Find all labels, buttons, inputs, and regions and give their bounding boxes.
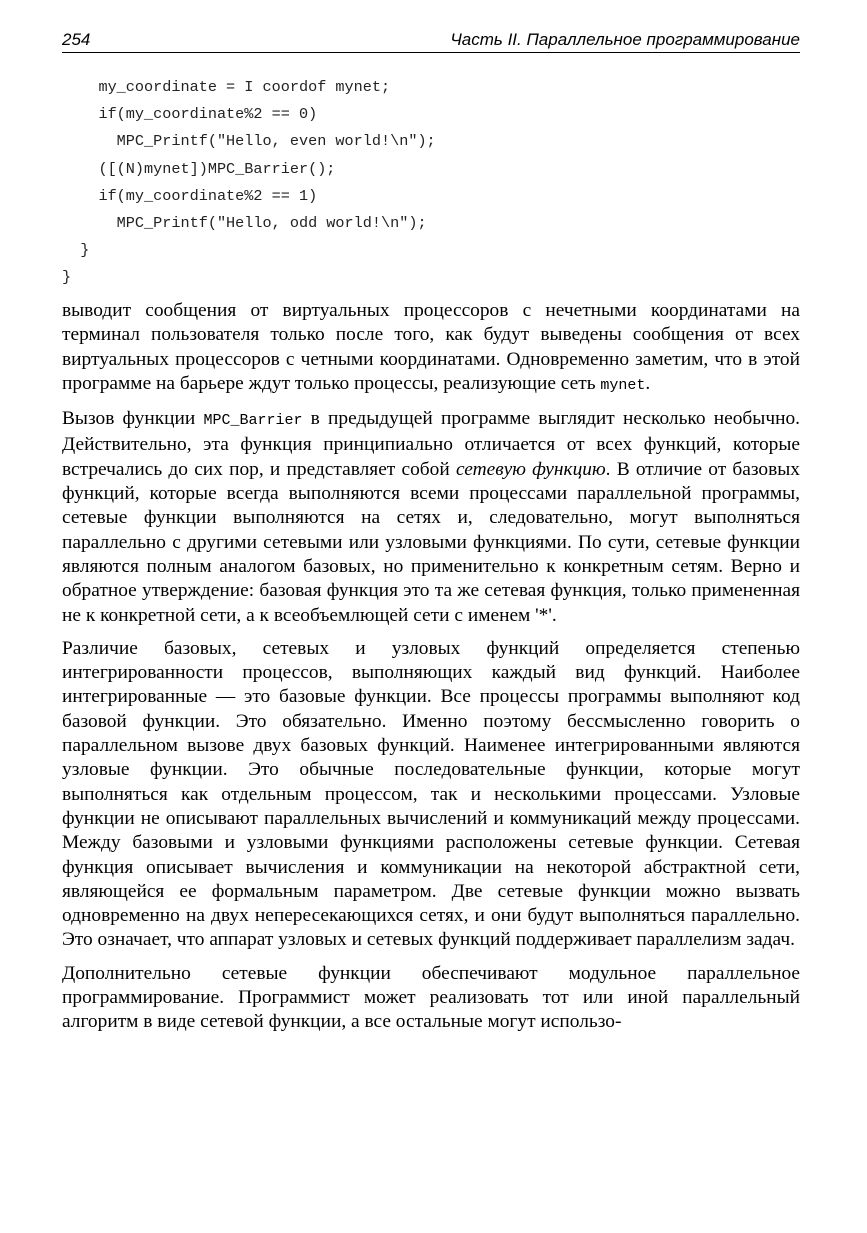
code-line: }: [62, 241, 90, 260]
code-line: if(my_coordinate%2 == 0): [62, 105, 318, 124]
emphasis-term: сетевую функцию: [455, 458, 606, 480]
paragraph-3: Различие базовых, сетевых и узловых функций определяется степенью интегрированности процессов, выполняющих каждый вид функций. Наиболее интегрированные — это базовые функции. Все процессы программы выполняют код базовой функции. Это обязательно. Именно поэтому бессмысленно говорить о параллельном вызове двух базовых функций. Наименее интегрированными являются узловые функции. Это обычные последовательные функции, которые могут выполняться как отдельным процессом, так и несколькими процессами. Узловые функции не описывают параллельных вычислений и коммуникаций между процессами. Между базовыми и узловыми функциями расположены сетевые функции. Сетевая функция описывает вычисления и коммуникации на некоторой абстрактной сети, являющейся ее формальным параметром. Две сетевые функции можно вызвать одновременно на двух непересекающихся сетях, и они будут выполняться параллельно. Это означает, что аппарат узловых и сетевых функций поддерживает параллелизм задач.: [62, 637, 800, 951]
code-listing: [62, 74, 436, 292]
code-line: if(my_coordinate%2 == 1): [62, 186, 318, 205]
code-line: MPC_Printf("Hello, odd world!\n");: [62, 214, 427, 233]
running-title: Часть II. Параллельное программирование: [450, 30, 800, 49]
paragraph-4: Дополнительно сетевые функции обеспечивают модульное параллельное программирование. Программист может реализовать тот или иной параллельный алгоритм в виде сетевой функции, а все остальные могут использо-: [62, 962, 800, 1033]
code-line: }: [62, 268, 72, 287]
paragraph-1: выводит сообщения от виртуальных процессоров с нечетными координатами на терминал пользователя только после того, как будут выведены сообщения от всех виртуальных процессоров с четными координатами. Одновременно заметим, что в этой программе на барьере ждут только процессы, реализующие сеть mynet.: [62, 300, 800, 394]
paragraph-2: Вызов функции MPC_Barrier в предыдущей программе выглядит несколько необычно. Действительно, эта функция принципиально отличается от всех функций, которые встречались до сих пор, и представляет собой сетевую функцию. В отличие от базовых функций, которые всегда выполняются всеми процессами параллельной программы, сетевые функции выполняются на сетях и, следовательно, могут выполняться параллельно с другими сетевыми или узловыми функциями. По сути, сетевые функции являются полным аналогом базовых, но применительно к конкретным сетям. Верно и обратное утверждение: базовая функция это та же сетевая функция, только примененная не к конкретной сети, а к всеобъемлющей сети с именем '*'.: [62, 408, 801, 626]
code-line: my_coordinate = I coordof mynet;: [62, 78, 391, 96]
inline-code-mynet: mynet: [600, 376, 646, 394]
body-text: [62, 299, 800, 1044]
inline-code-mpc-barrier: MPC_Barrier: [203, 412, 303, 430]
code-line: ([(N)mynet])MPC_Barrier();: [62, 159, 336, 178]
code-line: MPC_Printf("Hello, even world!\n");: [62, 132, 436, 151]
running-header: [62, 30, 800, 53]
page-number: 254: [62, 30, 91, 49]
